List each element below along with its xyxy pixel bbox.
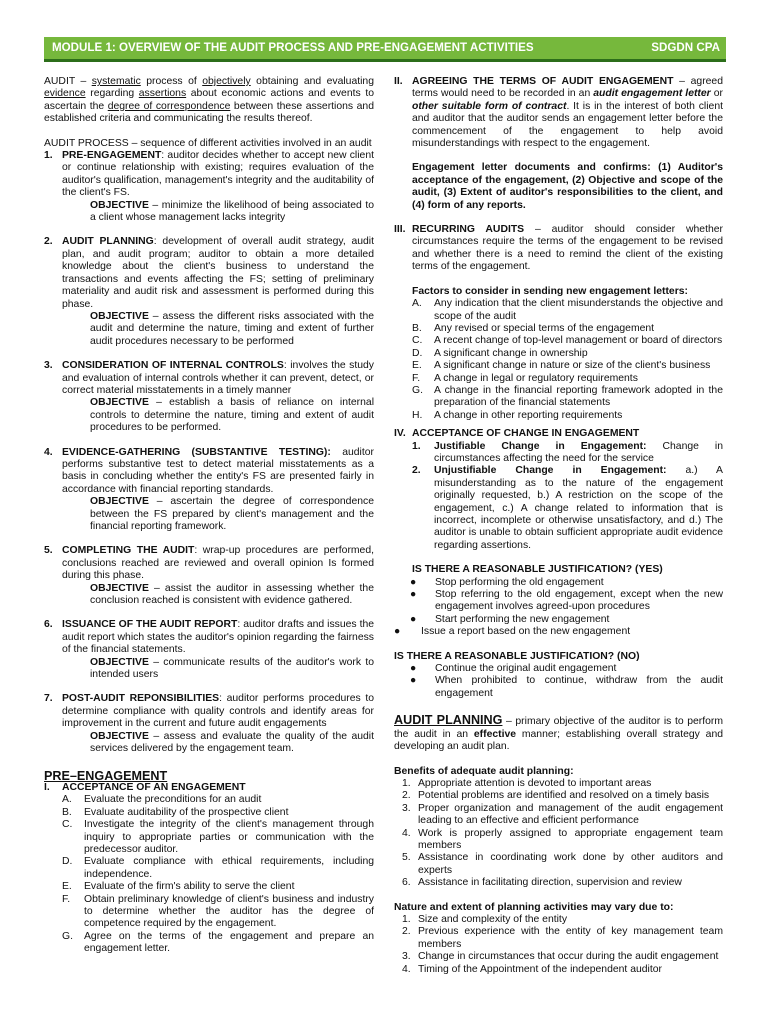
justification-no-heading: IS THERE A REASONABLE JUSTIFICATION? (NO) — [394, 650, 640, 662]
step-objective — [44, 731, 374, 756]
objective-text: – communicate results of the auditor's work to intended users — [90, 656, 374, 681]
step-title: COMPLETING THE AUDIT — [62, 545, 195, 557]
bullet-marker: ● — [410, 663, 417, 675]
list-item — [394, 663, 723, 675]
item-marker: 2. — [412, 465, 421, 477]
list-item — [44, 794, 374, 806]
list-item — [394, 828, 723, 853]
objective-text: – assess the different risks associated with the audit and determine the nature, timing and extent of further audit procedures necessary to be performed — [90, 310, 374, 347]
factors-list — [394, 298, 723, 422]
item-text: Work is properly assigned to appropriate engagement team members — [418, 827, 723, 851]
objective-text: – minimize the likelihood of being associated to a client whose management lacks integrity — [90, 199, 374, 224]
step-description: : development of overall audit strategy, audit plan, and audit program; auditor to obtain a more detailed knowledge about the client's business to understand the transactions and events affecting the FS; setting of preliminary materiality and audit risk and assessment is performed during this phase. — [62, 236, 374, 310]
nature-extent-heading: Nature and extent of planning activities may vary due to: — [394, 901, 674, 913]
step-text — [62, 360, 374, 397]
bullet-marker: ● — [410, 576, 417, 588]
item-marker: 2. — [402, 926, 411, 938]
left-column — [44, 76, 374, 956]
step-description: auditor performs substantive test to detect material misstatements as a basis in concluding whether the entity's FS are presented fairly in accordance with financial reporting standards. — [62, 446, 374, 495]
audit-step — [44, 447, 374, 497]
item-marker: A. — [412, 298, 422, 310]
step-description: : involves the study and evaluation of internal controls whether it can prevent, detect, or correct material misstatements in a timely manner — [62, 360, 374, 396]
header-rule — [44, 59, 726, 62]
pre-engagement-heading: PRE–ENGAGEMENT — [44, 768, 168, 783]
item-marker: 5. — [402, 852, 411, 864]
audit-step — [44, 360, 374, 397]
item-text: A change in other reporting requirements — [434, 409, 623, 421]
step-description: : auditor drafts and issues the audit report which states the auditor's opinion regarding the fairness of the financial statements. — [62, 619, 375, 656]
step-number: 5. — [44, 545, 53, 557]
step-text — [62, 447, 374, 497]
list-item — [44, 894, 374, 931]
list-item — [394, 614, 723, 626]
list-item — [394, 803, 723, 828]
list-item — [394, 465, 723, 552]
step-number: 7. — [44, 693, 53, 705]
step-number: 1. — [44, 150, 53, 162]
audit-process-intro: AUDIT PROCESS – sequence of different activities involved in an audit — [44, 137, 372, 149]
objective-label: OBJECTIVE — [90, 199, 149, 211]
item-text: Any indication that the client misunderstands the objective and scope of the audit — [434, 298, 723, 322]
objective-label: OBJECTIVE — [90, 730, 149, 742]
step-title: PRE-ENGAGEMENT — [62, 150, 162, 162]
item-text: Appropriate attention is devoted to important areas — [418, 777, 652, 789]
step-objective — [44, 657, 374, 682]
list-item — [394, 348, 723, 360]
item-marker: E. — [412, 360, 422, 372]
audit-step — [44, 619, 374, 656]
item-marker: F. — [62, 893, 71, 905]
step-text — [62, 545, 374, 582]
benefits-list — [394, 778, 723, 890]
item-marker: G. — [62, 930, 73, 942]
item-marker: E. — [62, 881, 72, 893]
list-item — [394, 323, 723, 335]
module-title: MODULE 1: OVERVIEW OF THE AUDIT PROCESS AND PRE-ENGAGEMENT ACTIVITIES — [52, 40, 534, 54]
item-text: A change in legal or regulatory requirements — [434, 372, 638, 384]
item-marker: 3. — [402, 802, 411, 814]
list-item — [394, 373, 723, 385]
step-description: : auditor decides whether to accept new client or continue relationship with existing; requires evaluation of the auditor's qualification, management's integrity and the auditability of the client's FS. — [62, 150, 374, 199]
item-text: Any revised or special terms of the engagement — [434, 322, 655, 334]
step-description: : auditor performs procedures to determine compliance with quality controls and identify areas for improvement in the current and future audit engagements — [62, 693, 375, 730]
item-marker: C. — [412, 335, 423, 347]
item-marker: 2. — [402, 790, 411, 802]
item-text: Timing of the Appointment of the independent auditor — [418, 963, 662, 975]
step-objective — [44, 496, 374, 533]
list-item — [394, 951, 723, 963]
step-title: EVIDENCE-GATHERING (SUBSTANTIVE TESTING): — [62, 446, 331, 458]
step-title: CONSIDERATION OF INTERNAL CONTROLS — [62, 360, 284, 372]
item-label: Justifiable Change in Engagement: — [434, 440, 647, 452]
item-text: When prohibited to continue, withdraw from the audit engagement — [435, 675, 723, 699]
list-item — [394, 335, 723, 347]
step-number: 6. — [44, 619, 53, 631]
list-item — [44, 807, 374, 819]
list-item — [394, 790, 723, 802]
objective-text: – ascertain the degree of correspondence between the FS prepared by client's management and the financial reporting framework. — [90, 496, 374, 532]
item-text: Previous experience with the entity of key management team members — [418, 926, 723, 950]
item-marker: 1. — [402, 777, 411, 789]
item-text: Size and complexity of the entity — [418, 913, 568, 925]
bullet-marker: ● — [410, 675, 417, 687]
item-text — [434, 441, 723, 466]
item-text: A change in the financial reporting framework adopted in the preparation of the financial statements — [434, 384, 723, 409]
list-item — [44, 931, 374, 956]
recurring-audits-section: III. RECURRING AUDITS – auditor should consider whether circumstances require the terms of the engagement to be revised and whether there is a need to remind the client of the existing terms of the engagement. — [394, 224, 723, 273]
objective-label: OBJECTIVE — [90, 397, 149, 409]
list-item — [394, 589, 723, 614]
item-body: Change in circumstances affecting the need for the service — [434, 440, 724, 464]
item-marker: 6. — [402, 877, 411, 889]
audit-definition: AUDIT – systematic process of objectively obtaining and evaluating evidence regarding assertions about economic actions and events to ascertain the degree of correspondence between these assertions and established criteria and communicating the results thereof. — [44, 76, 374, 125]
audit-planning-definition: AUDIT PLANNING – primary objective of the auditor is to perform the audit in an effective manner; establishing overall strategy and developing an audit plan. — [394, 713, 723, 753]
item-text: Evaluate auditability of the prospective client — [84, 806, 289, 818]
step-number: 4. — [44, 446, 53, 458]
step-objective — [44, 200, 374, 225]
audit-step — [44, 545, 374, 582]
objective-text: – assist the auditor in assessing whether the conclusion reached is consistent with evidence gathered. — [90, 582, 374, 607]
list-item — [394, 410, 723, 422]
module-header-banner — [44, 37, 726, 59]
step-objective — [44, 397, 374, 434]
item-marker: 4. — [402, 963, 411, 975]
step-title: POST-AUDIT REPONSIBILITIES — [62, 693, 220, 705]
list-item — [394, 441, 723, 466]
item-marker: G. — [412, 384, 423, 396]
item-marker: D. — [62, 856, 73, 868]
item-text: Continue the original audit engagement — [435, 663, 617, 675]
bullet-marker: ● — [410, 613, 417, 625]
item-marker: B. — [412, 322, 422, 334]
list-item — [394, 877, 723, 889]
brand-label: SDGDN CPA — [651, 40, 720, 54]
acceptance-heading: I. ACCEPTANCE OF AN ENGAGEMENT — [44, 781, 246, 793]
item-marker: 4. — [402, 827, 411, 839]
step-text — [62, 619, 374, 656]
item-text: Potential problems are identified and resolved on a timely basis — [418, 790, 710, 802]
objective-label: OBJECTIVE — [90, 582, 149, 594]
item-text: Evaluate compliance with ethical requirements, including independence. — [84, 856, 374, 880]
acceptance-list — [44, 794, 374, 955]
item-label: Unjustifiable Change in Engagement: — [434, 465, 667, 477]
nature-extent-list — [394, 914, 723, 976]
objective-label: OBJECTIVE — [90, 656, 149, 668]
item-marker: 1. — [412, 440, 421, 452]
justification-no-list — [394, 663, 723, 700]
item-marker: B. — [62, 806, 72, 818]
item-marker: 1. — [402, 913, 411, 925]
bullet-marker: ● — [410, 589, 417, 601]
step-objective — [44, 583, 374, 608]
objective-text: – assess and evaluate the quality of the audit services delivered by the engagement team. — [90, 730, 374, 755]
audit-step — [44, 236, 374, 310]
item-text: Evaluate of the firm's ability to serve the client — [84, 881, 295, 893]
step-description: : wrap-up procedures are performed, conclusions reached are reviewed and overall opinion Is formed during this phase. — [62, 545, 375, 582]
justification-yes-heading: IS THERE A REASONABLE JUSTIFICATION? (YES) — [412, 564, 663, 576]
agreeing-terms-section: II. AGREEING THE TERMS OF AUDIT ENGAGEMENT – agreed terms would need to be recorded in an audit engagement letter or other suitable form of contract. It is in the interest of both client and auditor that the auditor sends an engagement letter before the commencement of the engagement to help avoid misunderstandings with respect to the engagement. — [394, 76, 723, 150]
audit-step — [44, 693, 374, 730]
list-item — [44, 819, 374, 856]
right-column — [394, 76, 723, 976]
item-text — [434, 465, 723, 552]
item-marker: F. — [412, 372, 421, 384]
list-item: ● Issue a report based on the new engagement — [394, 626, 631, 638]
item-text: Start performing the new engagement — [435, 613, 610, 625]
item-text: Proper organization and management of the audit engagement leading to an effective and efficient performance — [418, 802, 723, 827]
step-title: AUDIT PLANNING — [62, 236, 154, 248]
step-number: 2. — [44, 236, 53, 248]
item-marker: C. — [62, 819, 73, 831]
item-text: Evaluate the preconditions for an audit — [84, 794, 262, 806]
item-marker: D. — [412, 347, 423, 359]
step-number: 3. — [44, 360, 53, 372]
item-text: A significant change in nature or size of the client's business — [434, 360, 711, 372]
item-text: Investigate the integrity of the client's management through inquiry to appropriate parties or communication with the predecessor auditor. — [84, 819, 374, 855]
list-item — [394, 778, 723, 790]
list-item — [394, 360, 723, 372]
list-item — [394, 298, 723, 323]
list-item — [44, 881, 374, 893]
audit-step — [44, 150, 374, 200]
item-text: Stop referring to the old engagement, except when the new engagement involves agreed-upon procedures — [435, 589, 723, 613]
step-text — [62, 150, 374, 200]
objective-text: – establish a basis of reliance on internal controls to determine the nature, timing and extent of audit procedures to be performed. — [90, 397, 374, 434]
list-item — [394, 852, 723, 877]
item-text: Obtain preliminary knowledge of client's business and industry to determine whether the auditor has the degree of competence required by the engagement. — [84, 893, 374, 930]
list-item — [394, 577, 723, 589]
item-marker: A. — [62, 794, 72, 806]
list-item — [394, 964, 723, 976]
item-text: Agree on the terms of the engagement and prepare an engagement letter. — [84, 930, 374, 955]
objective-label: OBJECTIVE — [90, 310, 149, 322]
step-text — [62, 236, 374, 310]
item-text: Stop performing the old engagement — [435, 576, 604, 588]
list-item — [394, 385, 723, 410]
engagement-letter-confirms: Engagement letter documents and confirms: (1) Auditor's acceptance of the engagement, (2) Objective and scope of the audit, (3) Extent of auditor's responsibilities to the client, and (4) form of any reports. — [412, 162, 723, 211]
item-text: A significant change in ownership — [434, 347, 588, 359]
item-marker: H. — [412, 409, 423, 421]
list-item — [44, 856, 374, 881]
step-text — [62, 693, 374, 730]
list-item — [394, 914, 723, 926]
step-title: ISSUANCE OF THE AUDIT REPORT — [62, 619, 238, 631]
step-objective — [44, 311, 374, 348]
factors-heading: Factors to consider in sending new engagement letters: — [412, 285, 688, 297]
item-marker: 3. — [402, 951, 411, 963]
item-text: A recent change of top-level management or board of directors — [434, 335, 723, 347]
audit-process-steps — [44, 150, 374, 755]
list-item — [394, 926, 723, 951]
change-in-engagement-heading: IV. ACCEPTANCE OF CHANGE IN ENGAGEMENT — [394, 428, 640, 440]
item-text: Assistance in coordinating work done by other auditors and experts — [418, 852, 723, 876]
change-list — [394, 441, 723, 553]
item-text: Assistance in facilitating direction, supervision and review — [418, 877, 682, 889]
objective-label: OBJECTIVE — [90, 496, 149, 508]
list-item — [394, 675, 723, 700]
item-body: a.) A misunderstanding as to the nature of the engagement originally requested, b.) A restriction on the scope of the engagement, c.) A change related to information that is incorrect, incomplete or otherwise unsatisfactory, and d.) The auditor is unable to obtain sufficient appropriate audit evidence regarding assertions. — [434, 465, 723, 551]
justification-yes-list — [394, 577, 723, 627]
item-text: Change in circumstances that occur during the audit engagement — [418, 951, 719, 963]
benefits-heading: Benefits of adequate audit planning: — [394, 765, 574, 777]
